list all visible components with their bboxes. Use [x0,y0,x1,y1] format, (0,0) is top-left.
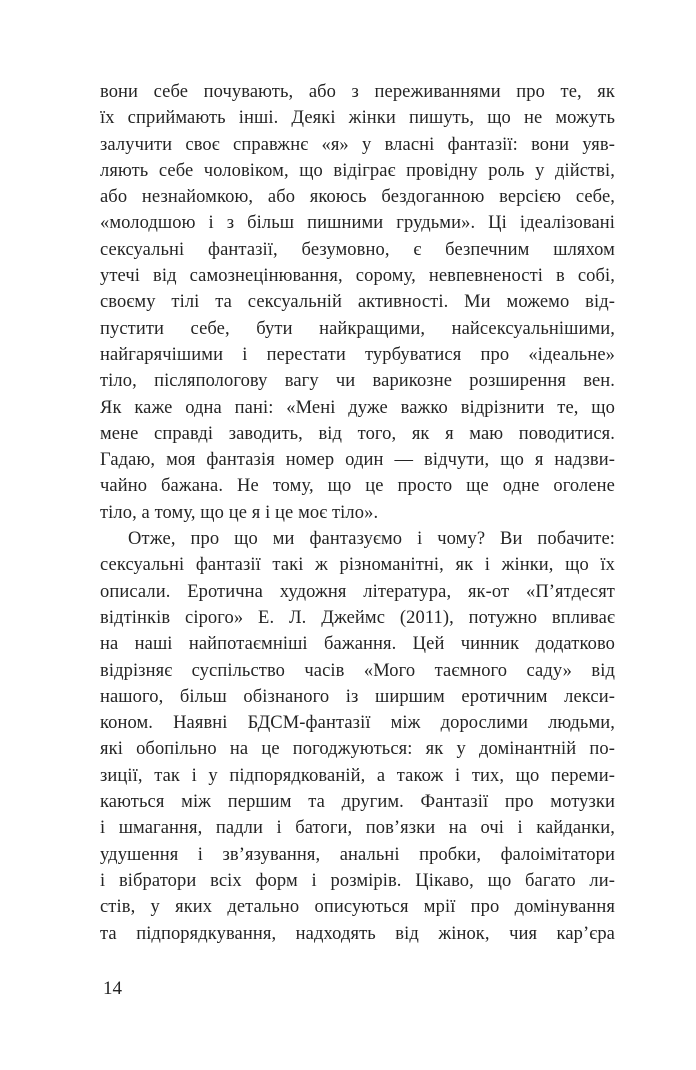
text-line: коном. Наявні БДСМ-фантазії між дорослими людьми, [100,713,615,734]
text-line: удушення і зв’язування, анальні пробки, фалоімітатори [100,844,615,865]
text-line: Гадаю, моя фантазія номер один — відчути, що я надзви- [100,450,615,471]
text-line: або незнайомкою, або якоюсь бездоганною версією себе, [100,187,615,208]
text-line: сексуальні фантазії такі ж різноманітні, як і жінки, що їх [100,555,615,576]
text-line: і вібратори всіх форм і розмірів. Цікаво, що багато ли- [100,870,615,891]
text-line: відтінків сірого» Е. Л. Джеймс (2011), потужно впливає [100,607,615,628]
body-text [100,79,615,947]
text-line: ляють себе чоловіком, що відіграє провідну роль у дійстві, [100,160,615,181]
text-line: і шмагання, падли і батоги, пов’язки на очі і кайданки, [100,818,615,839]
text-line: відрізняє суспільство часів «Мого таємного саду» від [100,660,615,681]
text-line: мене справді заводить, від того, як я маю поводитися. [100,423,615,444]
text-line: вони себе почувають, або з переживаннями про те, як [100,82,615,102]
text-line: тіло, а тому, що це я і це моє тіло». [100,502,379,523]
text-line: їх сприймають інші. Деякі жінки пишуть, що не можуть [100,108,615,129]
text-line: стів, у яких детально описуються мрії про домінування [100,897,615,918]
text-line: залучити своє справжнє «я» у власні фантазії: вони уяв- [100,134,615,155]
text-line: своєму тілі та сексуальній активності. Ми можемо від- [100,292,615,313]
text-line: які обопільно на це погоджуються: як у домінантній по- [100,739,615,760]
page-number: 14 [103,978,122,999]
text-line: сексуальні фантазії, безумовно, є безпечним шляхом [100,239,615,260]
text-line: утечі від самознецінювання, сорому, невпевненості в собі, [100,266,615,287]
text-line: «молодшою і з більш пишними грудьми». Ці ідеалізовані [100,213,615,234]
text-line: каються між першим та другим. Фантазії про мотузки [100,792,615,813]
text-line: на наші найпотаємніші бажання. Цей чинник додатково [100,634,615,655]
text-line: та підпорядкування, надходять від жінок, чия кар’єра [100,923,615,944]
text-line: описали. Еротична художня література, як-от «П’ятдесят [100,581,615,602]
text-line: пустити себе, бути найкращими, найсексуальнішими, [100,318,615,339]
text-line: чайно бажана. Не тому, що це просто ще одне оголене [100,476,615,497]
text-line: найгарячішими і перестати турбуватися про «ідеальне» [100,344,615,365]
text-line: зиції, так і у підпорядкованій, а також і тих, що переми- [100,765,615,786]
text-line: нашого, більш обізнаного із ширшим еротичним лекси- [100,686,615,707]
text-line: Як каже одна пані: «Мені дуже важко відрізнити те, що [100,397,615,418]
text-line: тіло, післяпологову вагу чи варикозне розширення вен. [100,371,615,392]
text-line: Отже, про що ми фантазуємо і чому? Ви побачите: [128,529,615,550]
